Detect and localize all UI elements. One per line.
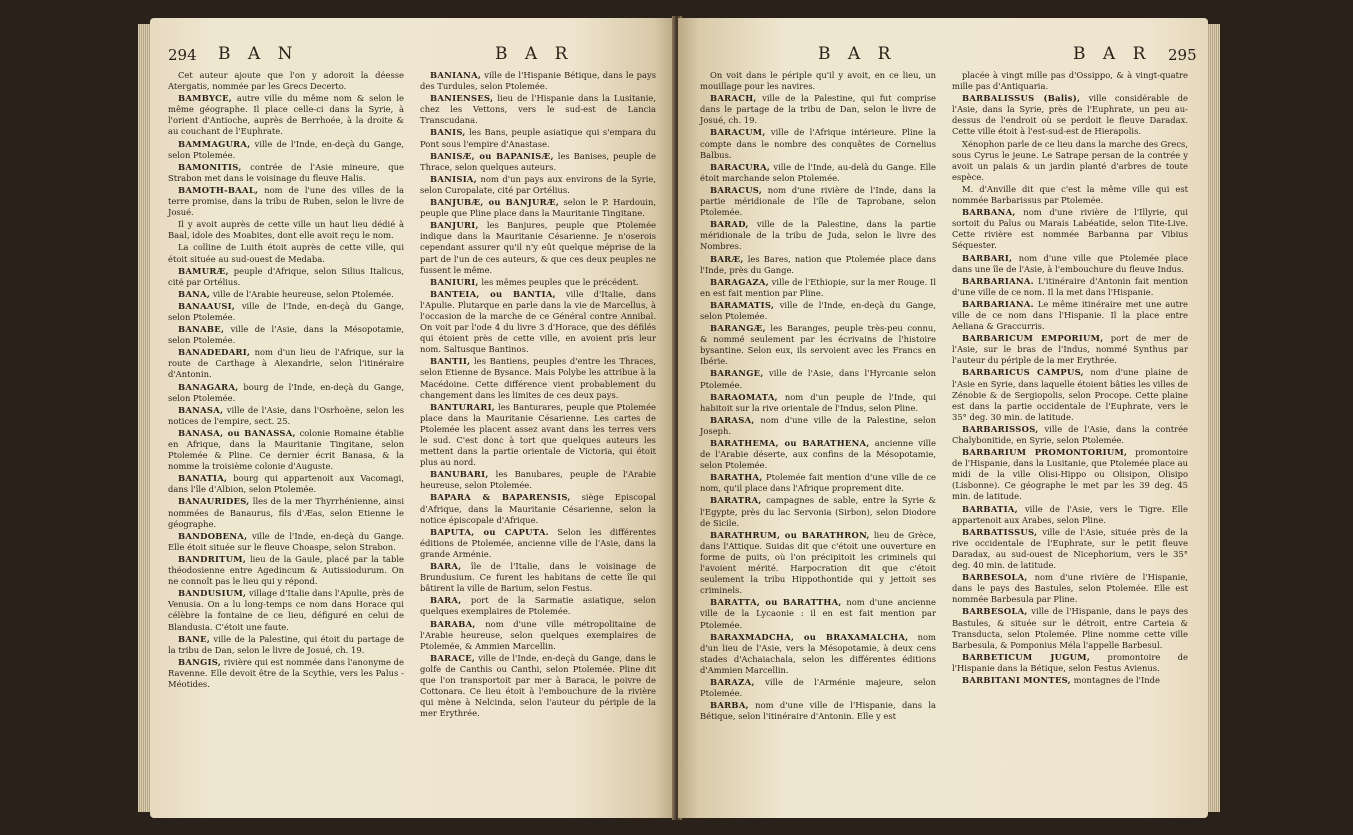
entry-headword: BANASA, [178, 404, 224, 415]
left-column-head: B A R [495, 44, 574, 64]
dictionary-entry [420, 595, 656, 617]
entry-text: village d'Italie dans l'Apulie, près de Venusia. On a lu long-temps ce nom dans Horace qui célèbre la fontaine de ce lieu, défiguré en celui de Blandusia. C'étoit une faute. [168, 588, 404, 632]
entry-headword: BANIS, [430, 127, 466, 138]
entry-headword: BARBARIANA. [962, 298, 1034, 309]
entry-text: Xénophon parle de ce lieu dans la marche des Grecs, sous Cyrus le jeune. Le Satrape persan de la contrée y avoit un palais & un jardin planté d'arbres de toute espèce. [952, 138, 1188, 182]
dictionary-entry [420, 151, 656, 173]
entry-headword: BARATHA, [710, 472, 763, 483]
dictionary-entry [952, 93, 1188, 137]
entry-headword: BAPARA & BAPARENSIS, [430, 492, 571, 503]
entry-headword: BAMMAGURA, [178, 138, 251, 149]
entry-text: placée à vingt mille pas d'Ossippo, & à vingt-quatre mille pas d'Antiquaria. [952, 70, 1188, 92]
entry-headword: BARBITANI MONTES, [962, 674, 1071, 685]
entry-text: selon le P. Hardouin, peuple que Pline place dans la Mauritanie Tingitane. [420, 197, 657, 219]
dictionary-entry [952, 333, 1188, 366]
entry-text: nom d'une rivière de l'Inde, dans la partie méridionale de l'île de Taprobane, selon Ptolemée. [700, 184, 936, 218]
entry-headword: BAMONITIS, [178, 161, 242, 172]
entry-headword: BARACURA, [710, 161, 771, 172]
entry-text: ville de l'Arménie majeure, selon Ptolemée. [700, 676, 936, 699]
entry-text: bourg de l'Inde, en-deçà du Gange, selon Ptolemée. [168, 381, 404, 403]
entry-headword: BANATIA, [178, 473, 228, 484]
entry-text: nom d'un lieu de l'Asie, vers la Mésopotamie, à deux cens stades d'Achaiachala, selon les différentes éditions d'Ammien Marcellin. [700, 631, 936, 675]
dictionary-entry [700, 392, 936, 414]
entry-headword: BARAOMATA, [710, 391, 778, 402]
entry-text: port de la Sarmatie asiatique, selon quelques exemplaires de Ptolemée. [420, 595, 656, 617]
entry-headword: BARAMATIS, [710, 299, 775, 310]
dictionary-entry [168, 347, 404, 380]
entry-headword: BARBARIANA. [962, 275, 1034, 286]
dictionary-entry [952, 447, 1188, 502]
dictionary-entry [420, 289, 656, 356]
entry-text: siège Episcopal d'Afrique, dans la Mauritanie Césarienne, selon la notice épiscopale d'Afrique. [420, 492, 656, 525]
entry-text: ville de l'Asie, dans la contrée Chalybonitide, en Syrie, selon Ptolemée. [952, 423, 1188, 445]
entry-headword: BANGIS, [178, 656, 222, 667]
entry-text: ville de l'Asie, située près de la rive occidentale de l'Euphrate, sur le petit fleuve Daradax, au sud-ouest de Nicephorium, vers le 35° deg. 40 min. de latitude. [952, 526, 1188, 571]
entry-headword: BANE, [178, 633, 211, 644]
entry-text: montagnes de l'Inde [1073, 674, 1160, 685]
dictionary-entry [420, 197, 656, 219]
entry-text: ville considérable de l'Asie, dans la Syrie, près de l'Euphrate, un peu au-dessus de l'endroit où se perdoit le fleuve Daradax. Cette ville étoit à l'est-sud-est de Hierapolis. [952, 93, 1188, 137]
entry-headword: BARATTA, ou BARATTHA, [710, 597, 842, 608]
entry-text: les Baranges, peuple très-peu connu, & nommé seulement par les écrivains de l'histoire bysantine. Selon eux, ils servoient avec les Francs en Ibérie. [700, 323, 936, 367]
entry-text: ville de la Palestine, qui étoit du partage de la tribu de Dan, selon le livre de Josué, ch. 19. [168, 633, 404, 655]
entry-text: lieu de l'Hispanie dans la Lusitanie, chez les Vettons, vers le sud-est de Lancia Transcudana. [420, 93, 656, 126]
entry-text: promontoire de l'Hispanie, dans la Lusitanie, que Ptolemée place au midi de la ville Olisi-Hippo ou Olisipon, Olisipo (Lisbonne). Ce géographe le met par les 39 deg. 45 min. de latitude. [952, 447, 1188, 502]
dictionary-entry [168, 496, 404, 529]
dictionary-entry [420, 561, 656, 594]
entry-headword: BARBESOLA, [962, 572, 1028, 583]
dictionary-entry [700, 254, 936, 276]
dictionary-entry [420, 174, 656, 196]
dictionary-entry [420, 402, 656, 469]
dictionary-entry [952, 504, 1188, 526]
entry-headword: BANIURI, [430, 276, 479, 287]
entry-headword: BANJUBÆ, ou BANJURÆ, [430, 197, 560, 208]
dictionary-entry [168, 588, 404, 632]
dictionary-entry [168, 289, 404, 300]
entry-text: nom d'une ville que Ptolemée place dans une île de l'Asie, à l'embouchure du fleuve Indus. [952, 252, 1188, 274]
dictionary-entry [952, 184, 1188, 206]
entry-headword: BARATHEMA, ou BARATHENA, [710, 438, 870, 448]
dictionary-entry [700, 219, 936, 252]
dictionary-entry [168, 382, 404, 404]
dictionary-entry [168, 428, 404, 472]
entry-text: Le même itinéraire met une autre ville de ce nom dans l'Hispanie. Il la place entre Aeliana & Graccurris. [952, 298, 1188, 332]
entry-text: ville de l'Asie, dans la Mésopotamie, selon Ptolemée. [168, 324, 404, 346]
entry-text: nom d'une rivière de l'Hispanie, dans le pays des Bastules, selon Ptolemée. Elle est nommée Barbesula par Pline. [952, 572, 1188, 605]
entry-headword: BARBARICUS CAMPUS, [962, 367, 1084, 378]
entry-text: M. d'Anville dit que c'est la même ville qui est nommée Barbarissus par Ptolemée. [952, 183, 1188, 206]
right-page-number: 295 [1168, 46, 1197, 64]
dictionary-entry [952, 367, 1188, 422]
dictionary-entry [168, 93, 404, 137]
dictionary-entry [168, 324, 404, 346]
entry-headword: BARACUM, [710, 127, 766, 138]
dictionary-entry [168, 473, 404, 495]
entry-text: ville de l'Asie, vers le Tigre. Elle appartenoit aux Arabes, selon Pline. [952, 503, 1188, 525]
dictionary-entry [700, 700, 936, 722]
entry-text: ville de l'Hispanie Bétique, dans le pays des Turdules, selon Ptolemée. [420, 70, 656, 92]
entry-headword: BANDUSIUM, [178, 588, 247, 599]
dictionary-entry [700, 415, 936, 437]
entry-headword: BANIANA, [430, 70, 482, 80]
entry-headword: BARBARICUM EMPORIUM, [962, 333, 1104, 344]
dictionary-entry [420, 469, 656, 491]
entry-text: autre ville du même nom & selon le même géographe. Il place celle-ci dans la Syrie, à l'orient d'Antioche, auprès de Berrhoée, à la droite & au couchant de l'Euphrate. [168, 93, 404, 137]
entry-text: campagnes de sable, entre la Syrie & l'Egypte, près du lac Servonia (Sirbon), selon Diodore de Sicile. [700, 495, 936, 528]
entry-text: îles de la mer Thyrrhénienne, ainsi nommées de Banaurus, fils d'Æas, selon Etienne le géographe. [168, 496, 405, 529]
entry-text: ville de l'Asie, dans l'Hyrcanie selon Ptolemée. [700, 368, 937, 390]
dictionary-entry [168, 634, 404, 656]
dictionary-entry [952, 276, 1188, 298]
entry-headword: BARANGÆ, [710, 323, 766, 334]
right-column-head: B A R [818, 44, 897, 64]
entry-text: La colline de Luith étoit auprès de cette ville, qui étoit située au sud-ouest de Medaba. [168, 242, 404, 264]
dictionary-entry [700, 495, 936, 528]
entry-headword: BAMOTH-BAAL, [178, 184, 259, 195]
left-page-number: 294 [168, 46, 197, 64]
entry-headword: BARABA, [430, 618, 476, 629]
entry-headword: BARBETICUM JUGUM, [962, 651, 1091, 662]
entry-headword: BARBALISSUS (Balis), [962, 93, 1081, 104]
entry-headword: BARANGE, [710, 368, 764, 379]
entry-headword: BARATHRUM, ou BARATHRON, [710, 529, 870, 540]
dictionary-entry [168, 162, 404, 184]
dictionary-entry [700, 127, 936, 160]
entry-text: nom d'un peuple de l'Inde, qui habitoit sur la rive orientale de l'Indus, selon Pline. [700, 391, 936, 413]
left-column-1 [168, 70, 404, 691]
dictionary-entry [952, 652, 1188, 674]
entry-text: nom d'une plaine de l'Asie en Syrie, dans laquelle étoient bâties les villes de Zénobie & de Sergiopolis, selon Procope. Cette plaine est dans la partie occidentale de l'Euphrate, vers le 35° deg. 30 min. de latitude. [952, 367, 1188, 422]
dictionary-entry [168, 531, 404, 553]
entry-headword: BARBATIA, [962, 503, 1018, 514]
entry-headword: BANAAUSI, [178, 300, 236, 311]
dictionary-entry [700, 472, 936, 494]
dictionary-entry [700, 162, 936, 184]
dictionary-entry [700, 530, 936, 597]
dictionary-entry [700, 277, 936, 299]
entry-text: nom d'un pays aux environs de la Syrie, selon Curopalate, cité par Ortélius. [420, 173, 656, 195]
entry-text: ville de l'Inde, en-deçà du Gange. Elle étoit située sur le fleuve Choaspe, selon Strabon. [168, 530, 404, 552]
entry-text: colonie Romaine établie en Afrique, dans la Mauritanie Tingitane, selon Ptolemée & Pline. Ce dernier écrit Banasa, & la nomme la troisième colonie d'Auguste. [168, 427, 404, 472]
dictionary-entry [168, 266, 404, 288]
entry-text: nom d'une ville métropolitaine de l'Arabie heureuse, selon quelques exemplaires de Ptolemée, & Ammien Marcellin. [420, 618, 656, 651]
entry-text: rivière qui est nommée dans l'anonyme de Ravenne. Elle devoit être de la Scythie, vers les Palus - Méotides. [168, 656, 405, 689]
entry-text: nom d'une ville de l'Hispanie, dans la Bétique, selon l'itinéraire d'Antonin. Elle y est [700, 700, 936, 722]
entry-headword: BAMBYCE, [178, 93, 232, 104]
dictionary-entry [168, 242, 404, 264]
entry-text: ville de l'Afrique intérieure. Pline la compte dans le nombre des conquêtes de Cornelius Balbus. [700, 127, 936, 160]
entry-headword: BARAGAZA, [710, 276, 769, 287]
dictionary-entry [700, 93, 936, 126]
entry-headword: BANA, [178, 288, 211, 299]
entry-headword: BANASA, ou BANASSA, [178, 427, 296, 438]
entry-text: ville de l'Hispanie, dans le pays des Bastules, & située sur le détroit, entre Carteia & Transducta, selon Ptolemée. Pline nomme cette ville Barbesula, & Pomponius Méla l'appelle Barbesul. [952, 606, 1188, 650]
right-page [678, 18, 1208, 818]
entry-text: ville de l'Inde, en-deçà du Gange, selon Ptolemée. [168, 138, 404, 160]
dictionary-entry [952, 70, 1188, 92]
entry-headword: BAMURÆ, [178, 265, 229, 276]
dictionary-entry [952, 139, 1188, 183]
dictionary-entry [420, 653, 656, 720]
entry-headword: BARBARI, [962, 252, 1013, 263]
entry-headword: BARA, [430, 561, 462, 572]
dictionary-entry [952, 606, 1188, 650]
entry-text: On voit dans le périple qu'il y avoit, en ce lieu, un mouillage pour les navires. [700, 70, 936, 92]
dictionary-entry [700, 677, 936, 699]
right-page-edges [1206, 24, 1220, 812]
dictionary-entry [700, 70, 936, 92]
entry-text: promontoire de l'Hispanie dans la Bétique, selon Festus Avienus. [952, 651, 1188, 673]
dictionary-entry [952, 253, 1188, 275]
entry-headword: BANJURI, [430, 220, 479, 231]
entry-headword: BANTII, [430, 356, 471, 367]
entry-text: les Bans, peuple asiatique qui s'empara du Pont sous l'empire d'Anastase. [420, 127, 656, 149]
entry-headword: BARBARISSOS, [962, 423, 1039, 434]
entry-text: lieu de Grèce, dans l'Attique. Suidas dit que c'étoit une ouverture en forme de puits, où l'on précipitoit les criminels qui l'avoient mérité. Harpocration dit que c'étoit seulement la tribu Hippothontide qui y jettoit ses criminels. [700, 529, 937, 596]
entry-headword: BANIENSES, [430, 93, 494, 104]
entry-text: nom d'un lieu de l'Afrique, sur la route de Carthage à Alexandrie, selon l'itinéraire d'Antonin. [168, 347, 404, 380]
entry-headword: BARASA, [710, 414, 755, 425]
dictionary-entry [952, 299, 1188, 332]
entry-headword: BARAZA, [710, 676, 755, 687]
entry-text: Ptolemée fait mention d'une ville de ce nom, qu'il place dans l'Afrique proprement dite. [700, 472, 936, 494]
dictionary-entry [952, 424, 1188, 446]
entry-text: Cet auteur ajoute que l'on y adoroit la déesse Atergatis, nommée par les Grecs Decerto. [168, 70, 404, 92]
dictionary-entry [420, 127, 656, 149]
dictionary-entry [420, 220, 656, 275]
dictionary-entry [420, 619, 656, 652]
right-column-2 [952, 70, 1188, 687]
dictionary-entry [700, 368, 936, 390]
dictionary-entry [168, 301, 404, 323]
entry-headword: BANISÆ, ou BAPANISÆ, [430, 150, 554, 161]
right-running-head: B A R [1073, 44, 1152, 64]
entry-headword: BANTEIA, ou BANTIA, [430, 288, 556, 299]
entry-text: nom d'une ancienne ville de la Lycaonie : il en est fait mention par Ptolemée. [700, 597, 936, 630]
entry-text: nom d'une ville de la Palestine, selon Joseph. [700, 414, 936, 436]
entry-text: ville de l'Arabie heureuse, selon Ptolemée. [212, 288, 394, 299]
entry-headword: BARATRA, [710, 495, 762, 506]
entry-headword: BARBATISSUS, [962, 526, 1038, 537]
dictionary-entry [168, 657, 404, 690]
entry-headword: BANABE, [178, 324, 225, 335]
dictionary-entry [952, 675, 1188, 686]
entry-text: Il y avoit auprès de cette ville un haut lieu dédié à Baal, idole des Moabites, dont elle avoit reçu le nom. [168, 219, 404, 241]
entry-text: ville d'Italie, dans l'Apulie. Plutarque en parle dans la vie de Marcellus, à l'occasion de la marche de ce Général contre Annibal. On voit par l'ode 4 du livre 3 d'Horace, que des défilés qui étoient près de cette ville, en avoient pris leur nom. Saltusque Bantinos. [420, 288, 656, 355]
dictionary-entry [700, 185, 936, 218]
entry-headword: BAPUTA, ou CAPUTA. [430, 526, 549, 537]
dictionary-entry [168, 139, 404, 161]
entry-text: ancienne ville de l'Arabie déserte, aux confins de la Mésopotamie, selon Ptolemée. [700, 438, 936, 471]
entry-headword: BARBANA, [962, 207, 1016, 218]
entry-text: les Banises, peuple de Thrace, selon quelques auteurs. [420, 150, 656, 172]
entry-text: ville de l'Inde, en-deçà du Gange, selon Ptolemée. [168, 300, 404, 322]
dictionary-entry [700, 438, 936, 471]
entry-headword: BANADEDARI, [178, 347, 251, 358]
dictionary-entry [168, 70, 404, 92]
entry-text: île de l'Italie, dans le voisinage de Brundusium. Ce furent les habitans de cette île qui bâtirent la ville de Barium, selon Festus. [420, 561, 656, 594]
entry-text: ville de l'Inde, au-delà du Gange. Elle étoit marchande selon Ptolemée. [700, 161, 937, 183]
entry-text: ville de l'Asie, dans l'Osrhoène, selon les notices de l'empire, sect. 25. [168, 404, 404, 426]
left-page [150, 18, 675, 818]
entry-text: ville de l'Ethiopie, sur la mer Rouge. Il en est fait mention par Pline. [700, 276, 936, 298]
entry-headword: BARAXMADCHA, ou BRAXAMALCHA, [710, 631, 909, 642]
dictionary-entry [700, 300, 936, 322]
entry-headword: BANDRITUM, [178, 553, 247, 564]
entry-text: peuple d'Afrique, selon Silius Italicus, cité par Ortélius. [168, 265, 404, 287]
dictionary-entry [420, 527, 656, 560]
entry-text: ville de l'Inde, en-deçà du Gange, selon Ptolemée. [700, 299, 936, 321]
entry-text: bourg qui appartenoit aux Vacomagi, dans l'île d'Albion, selon Ptolemée. [168, 473, 404, 495]
entry-headword: BARÆ, [710, 253, 744, 264]
entry-text: les Banjures, peuple que Ptolemée indique dans la Mauritanie Césarienne. Je n'oserois cependant assurer qu'il n'y eût quelque méprise de la part de l'un de ces auteurs, & que ces deux peuples ne fussent le même. [420, 220, 657, 275]
entry-text: les mêmes peuples que le précédent. [481, 276, 639, 287]
entry-headword: BARAD, [710, 219, 749, 230]
dictionary-entry [700, 632, 936, 676]
dictionary-entry [700, 323, 936, 367]
entry-text: les Banturares, peuple que Ptolemée place dans la Mauritanie Césarienne. Les cartes de Ptolemée les placent assez avant dans les terres vers le sud. C'est donc à tort que quelques auteurs les mettent dans la partie orientale de Victoria, qui étoit plus au nord. [420, 401, 657, 468]
entry-text: nom d'une rivière de l'Illyrie, qui sortoit du Palus ou Marais Labéatide, selon Tite-Live. Cette rivière est nommée Barbanna par Vibius Séquester. [952, 207, 1188, 251]
dictionary-entry [420, 70, 656, 92]
dictionary-entry [168, 219, 404, 241]
dictionary-entry [168, 185, 404, 218]
entry-text: port de mer de l'Asie, sur le bras de l'Indus, nommé Synthus par l'auteur du périple de la mer Erythrée. [952, 333, 1189, 366]
left-running-head: B A N [218, 44, 299, 64]
dictionary-entry [952, 572, 1188, 605]
entry-headword: BANISIA, [430, 173, 477, 184]
dictionary-entry [420, 492, 656, 525]
entry-headword: BARACE, [430, 652, 476, 663]
dictionary-entry [168, 405, 404, 427]
entry-text: ville de la Palestine, dans la partie méridionale de la tribu de Juda, selon le livre des Nombres. [700, 219, 936, 252]
entry-headword: BARBARIUM PROMONTORIUM, [962, 447, 1128, 458]
entry-text: les Banubares, peuple de l'Arabie heureuse, selon Ptolemée. [420, 469, 656, 491]
entry-headword: BANUBARI, [430, 469, 489, 480]
dictionary-entry [168, 554, 404, 587]
entry-text: contrée de l'Asie mineure, que Strabon met dans le voisinage du fleuve Halis. [168, 161, 404, 183]
entry-text: lieu de la Gaule, placé par la table théodosienne entre Agedincum & Autissiodurum. On ne connoît pas le lieu qui y répond. [168, 553, 404, 587]
entry-headword: BARACUS, [710, 184, 763, 195]
entry-headword: BANAURIDES, [178, 496, 250, 507]
dictionary-entry [420, 277, 656, 288]
entry-headword: BANDOBENA, [178, 530, 248, 541]
entry-headword: BARBA, [710, 700, 749, 711]
right-column-1 [700, 70, 936, 723]
entry-text: L'itinéraire d'Antonin fait mention d'une ville de ce nom. Il la met dans l'Hispanie. [952, 275, 1188, 297]
entry-headword: BARACH, [710, 93, 757, 104]
entry-text: nom de l'une des villes de la terre promise, dans la tribu de Ruben, selon le livre de Josué. [168, 184, 404, 218]
entry-text: ville de l'Inde, en-deçà du Gange, dans le golfe de Canthis ou Canthi, selon Ptolemée. Pline dit que l'on transportoit par mer à Baraca, le poivre de Cottonara. Ce lieu étoit à l'embouchure de la rivière qui mène à Nelcinda, selon l'auteur du périple de la mer Erythrée. [420, 652, 657, 719]
dictionary-entry [952, 527, 1188, 571]
entry-headword: BARA, [430, 595, 462, 606]
dictionary-entry [952, 207, 1188, 251]
entry-text: ville de la Palestine, qui fut comprise dans le partage de la tribu de Dan, selon le livre de Josué, ch. 19. [700, 93, 936, 126]
dictionary-entry [700, 597, 936, 630]
dictionary-entry [420, 356, 656, 400]
entry-headword: BANTURARI, [430, 401, 496, 412]
entry-text: les Bantiens, peuples d'entre les Thraces, selon Etienne de Bysance. Mais Polybe les attribue à la Macédoine. Cette différence vient probablement du changement dans les limites de ces deux pays. [420, 356, 656, 400]
left-column-2 [420, 70, 656, 720]
entry-text: Selon les différentes éditions de Ptolemée, ancienne ville de l'Asie, dans la grande Arménie. [420, 526, 656, 559]
entry-headword: BARBESOLA, [962, 606, 1028, 617]
dictionary-entry [420, 93, 656, 126]
entry-headword: BANAGARA, [178, 381, 239, 392]
entry-text: les Bares, nation que Ptolemée place dans l'Inde, près du Gange. [700, 253, 936, 275]
